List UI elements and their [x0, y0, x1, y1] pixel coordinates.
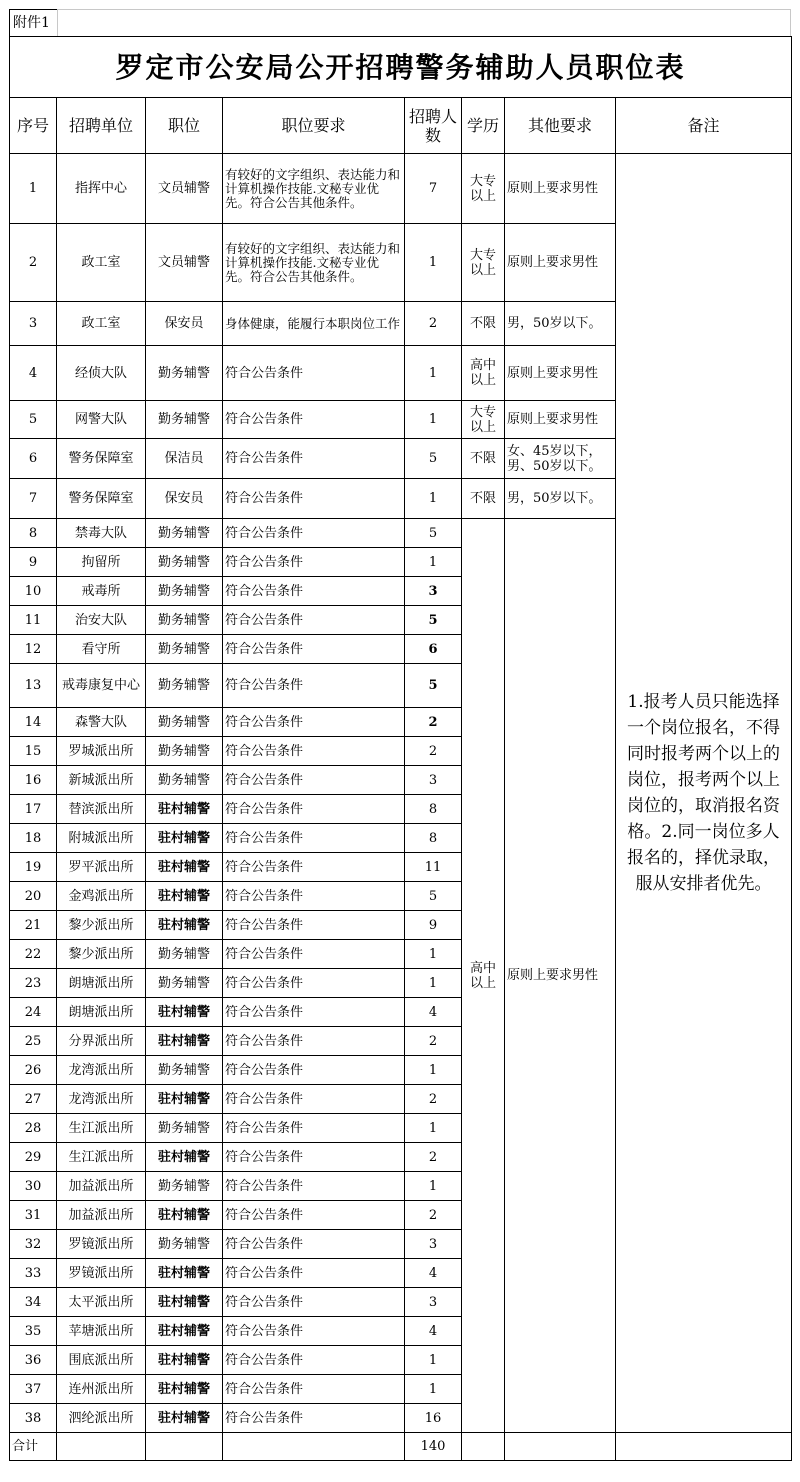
row-requirement: 符合公告条件: [223, 766, 405, 795]
empty-cell: [223, 1433, 405, 1461]
row-count: 1: [405, 224, 462, 302]
row-unit: 黎少派出所: [57, 911, 146, 940]
row-position: 勤务辅警: [146, 664, 223, 708]
row-unit: 警务保障室: [57, 479, 146, 519]
header-unit: 招聘单位: [57, 98, 146, 154]
row-position: 勤务辅警: [146, 606, 223, 635]
row-requirement: 符合公告条件: [223, 1375, 405, 1404]
header-other: 其他要求: [505, 98, 616, 154]
row-other: 原则上要求男性: [505, 224, 616, 302]
empty-cell: [505, 1433, 616, 1461]
row-unit: 政工室: [57, 302, 146, 346]
row-position: 驻村辅警: [146, 1346, 223, 1375]
row-unit: 戒毒所: [57, 577, 146, 606]
row-count: 5: [405, 664, 462, 708]
row-no: 33: [10, 1259, 57, 1288]
row-other: 原则上要求男性: [505, 154, 616, 224]
row-position: 勤务辅警: [146, 940, 223, 969]
row-unit: 苹塘派出所: [57, 1317, 146, 1346]
row-unit: 罗城派出所: [57, 737, 146, 766]
page-title: 罗定市公安局公开招聘警务辅助人员职位表: [10, 37, 792, 98]
row-position: 勤务辅警: [146, 635, 223, 664]
row-count: 5: [405, 439, 462, 479]
row-education: 不限: [462, 479, 505, 519]
header-requirement: 职位要求: [223, 98, 405, 154]
row-education: 大专以上: [462, 401, 505, 439]
row-education: 不限: [462, 439, 505, 479]
attachment-row: [9, 9, 791, 36]
row-requirement: 身体健康，能履行本职岗位工作: [223, 302, 405, 346]
row-no: 26: [10, 1056, 57, 1085]
row-count: 2: [405, 737, 462, 766]
row-count: 2: [405, 1143, 462, 1172]
header-row: [10, 98, 792, 154]
row-no: 3: [10, 302, 57, 346]
row-count: 11: [405, 853, 462, 882]
position-table: [9, 36, 792, 1461]
row-count: 5: [405, 882, 462, 911]
row-no: 19: [10, 853, 57, 882]
row-no: 7: [10, 479, 57, 519]
row-other: 男，50岁以下。: [505, 479, 616, 519]
row-count: 1: [405, 1114, 462, 1143]
row-unit: 政工室: [57, 224, 146, 302]
row-no: 2: [10, 224, 57, 302]
total-count: 140: [405, 1433, 462, 1461]
row-no: 15: [10, 737, 57, 766]
row-requirement: 符合公告条件: [223, 853, 405, 882]
row-requirement: 符合公告条件: [223, 577, 405, 606]
row-no: 8: [10, 519, 57, 548]
row-count: 4: [405, 1317, 462, 1346]
row-education: 大专以上: [462, 224, 505, 302]
total-label: 合计: [10, 1433, 57, 1461]
row-position: 勤务辅警: [146, 346, 223, 401]
header-education: 学历: [462, 98, 505, 154]
row-position: 驻村辅警: [146, 1085, 223, 1114]
row-requirement: 符合公告条件: [223, 940, 405, 969]
row-position: 勤务辅警: [146, 969, 223, 998]
row-requirement: 符合公告条件: [223, 1288, 405, 1317]
row-no: 37: [10, 1375, 57, 1404]
row-count: 4: [405, 998, 462, 1027]
row-unit: 指挥中心: [57, 154, 146, 224]
row-position: 勤务辅警: [146, 548, 223, 577]
row-unit: 分界派出所: [57, 1027, 146, 1056]
row-unit: 加益派出所: [57, 1172, 146, 1201]
row-count: 3: [405, 1288, 462, 1317]
row-count: 4: [405, 1259, 462, 1288]
row-unit: 黎少派出所: [57, 940, 146, 969]
row-no: 13: [10, 664, 57, 708]
empty-cell: [57, 1433, 146, 1461]
row-count: 5: [405, 606, 462, 635]
row-no: 21: [10, 911, 57, 940]
row-unit: 看守所: [57, 635, 146, 664]
total-row: [10, 1433, 792, 1461]
row-requirement: 符合公告条件: [223, 1259, 405, 1288]
row-unit: 生江派出所: [57, 1114, 146, 1143]
row-unit: 龙湾派出所: [57, 1085, 146, 1114]
row-unit: 新城派出所: [57, 766, 146, 795]
row-education: 高中以上: [462, 346, 505, 401]
row-no: 5: [10, 401, 57, 439]
row-position: 驻村辅警: [146, 824, 223, 853]
row-unit: 生江派出所: [57, 1143, 146, 1172]
row-requirement: 符合公告条件: [223, 519, 405, 548]
row-position: 勤务辅警: [146, 519, 223, 548]
row-requirement: 符合公告条件: [223, 346, 405, 401]
row-other: 男，50岁以下。: [505, 302, 616, 346]
row-unit: 泗纶派出所: [57, 1404, 146, 1433]
row-count: 1: [405, 1172, 462, 1201]
empty-cell: [616, 1433, 792, 1461]
row-no: 20: [10, 882, 57, 911]
row-position: 勤务辅警: [146, 577, 223, 606]
row-position: 勤务辅警: [146, 737, 223, 766]
row-requirement: 符合公告条件: [223, 1056, 405, 1085]
merged-other: 原则上要求男性: [505, 519, 616, 1433]
row-position: 驻村辅警: [146, 1317, 223, 1346]
row-count: 2: [405, 1027, 462, 1056]
row-position: 保安员: [146, 479, 223, 519]
row-requirement: 有较好的文字组织、表达能力和计算机操作技能.文秘专业优先。符合公告其他条件。: [223, 224, 405, 302]
row-no: 4: [10, 346, 57, 401]
empty-cell: [462, 1433, 505, 1461]
header-remark: 备注: [616, 98, 792, 154]
row-requirement: 符合公告条件: [223, 1404, 405, 1433]
attachment-label: 附件1: [9, 9, 57, 36]
row-other: 女、45岁以下，男、50岁以下。: [505, 439, 616, 479]
row-position: 保安员: [146, 302, 223, 346]
row-count: 1: [405, 479, 462, 519]
row-position: 驻村辅警: [146, 1143, 223, 1172]
table-row: [10, 154, 792, 224]
row-position: 驻村辅警: [146, 1027, 223, 1056]
row-no: 36: [10, 1346, 57, 1375]
row-position: 驻村辅警: [146, 795, 223, 824]
row-unit: 罗镜派出所: [57, 1259, 146, 1288]
row-unit: 附城派出所: [57, 824, 146, 853]
row-count: 2: [405, 1085, 462, 1114]
row-no: 27: [10, 1085, 57, 1114]
row-requirement: 符合公告条件: [223, 911, 405, 940]
row-requirement: 符合公告条件: [223, 1201, 405, 1230]
row-requirement: 符合公告条件: [223, 1172, 405, 1201]
row-requirement: 符合公告条件: [223, 1143, 405, 1172]
row-count: 1: [405, 1346, 462, 1375]
row-no: 28: [10, 1114, 57, 1143]
header-count: 招聘人数: [405, 98, 462, 154]
row-no: 1: [10, 154, 57, 224]
row-count: 8: [405, 824, 462, 853]
row-position: 驻村辅警: [146, 911, 223, 940]
row-requirement: 符合公告条件: [223, 635, 405, 664]
row-no: 30: [10, 1172, 57, 1201]
row-count: 8: [405, 795, 462, 824]
row-unit: 网警大队: [57, 401, 146, 439]
row-no: 31: [10, 1201, 57, 1230]
row-position: 保洁员: [146, 439, 223, 479]
row-requirement: 符合公告条件: [223, 401, 405, 439]
row-requirement: 有较好的文字组织、表达能力和计算机操作技能.文秘专业优先。符合公告其他条件。: [223, 154, 405, 224]
row-no: 16: [10, 766, 57, 795]
row-no: 38: [10, 1404, 57, 1433]
spreadsheet-page: [0, 9, 800, 1482]
row-requirement: 符合公告条件: [223, 998, 405, 1027]
row-unit: 围底派出所: [57, 1346, 146, 1375]
empty-cell: [146, 1433, 223, 1461]
row-count: 2: [405, 708, 462, 737]
row-position: 文员辅警: [146, 154, 223, 224]
row-requirement: 符合公告条件: [223, 795, 405, 824]
row-position: 勤务辅警: [146, 401, 223, 439]
row-requirement: 符合公告条件: [223, 664, 405, 708]
row-unit: 替滨派出所: [57, 795, 146, 824]
row-unit: 朗塘派出所: [57, 969, 146, 998]
row-count: 1: [405, 940, 462, 969]
row-no: 10: [10, 577, 57, 606]
row-count: 1: [405, 548, 462, 577]
row-requirement: 符合公告条件: [223, 1317, 405, 1346]
row-unit: 朗塘派出所: [57, 998, 146, 1027]
row-count: 1: [405, 1375, 462, 1404]
row-requirement: 符合公告条件: [223, 882, 405, 911]
row-count: 2: [405, 302, 462, 346]
row-position: 驻村辅警: [146, 1375, 223, 1404]
row-no: 22: [10, 940, 57, 969]
row-requirement: 符合公告条件: [223, 969, 405, 998]
row-no: 18: [10, 824, 57, 853]
row-unit: 治安大队: [57, 606, 146, 635]
remark-note: 1.报考人员只能选择一个岗位报名，不得同时报考两个以上的岗位，报考两个以上岗位的，取消报名资格。2.同一岗位多人报名的，择优录取，服从安排者优先。: [616, 154, 792, 1433]
row-requirement: 符合公告条件: [223, 1230, 405, 1259]
row-position: 勤务辅警: [146, 708, 223, 737]
row-unit: 太平派出所: [57, 1288, 146, 1317]
row-no: 25: [10, 1027, 57, 1056]
row-requirement: 符合公告条件: [223, 708, 405, 737]
row-unit: 龙湾派出所: [57, 1056, 146, 1085]
row-no: 14: [10, 708, 57, 737]
row-position: 驻村辅警: [146, 1288, 223, 1317]
row-no: 11: [10, 606, 57, 635]
attachment-row-empty: [57, 9, 791, 36]
row-unit: 拘留所: [57, 548, 146, 577]
row-count: 2: [405, 1201, 462, 1230]
row-requirement: 符合公告条件: [223, 737, 405, 766]
row-unit: 加益派出所: [57, 1201, 146, 1230]
row-count: 1: [405, 346, 462, 401]
row-count: 5: [405, 519, 462, 548]
row-position: 驻村辅警: [146, 1404, 223, 1433]
row-other: 原则上要求男性: [505, 401, 616, 439]
row-position: 驻村辅警: [146, 882, 223, 911]
row-requirement: 符合公告条件: [223, 548, 405, 577]
row-unit: 禁毒大队: [57, 519, 146, 548]
row-position: 勤务辅警: [146, 1056, 223, 1085]
header-no: 序号: [10, 98, 57, 154]
row-count: 9: [405, 911, 462, 940]
row-position: 勤务辅警: [146, 1114, 223, 1143]
row-no: 17: [10, 795, 57, 824]
row-position: 驻村辅警: [146, 853, 223, 882]
merged-education: 高中以上: [462, 519, 505, 1433]
row-requirement: 符合公告条件: [223, 1027, 405, 1056]
row-no: 24: [10, 998, 57, 1027]
row-count: 16: [405, 1404, 462, 1433]
row-position: 勤务辅警: [146, 1230, 223, 1259]
row-count: 3: [405, 577, 462, 606]
row-unit: 连州派出所: [57, 1375, 146, 1404]
row-unit: 罗平派出所: [57, 853, 146, 882]
row-unit: 经侦大队: [57, 346, 146, 401]
row-no: 35: [10, 1317, 57, 1346]
row-requirement: 符合公告条件: [223, 479, 405, 519]
row-education: 大专以上: [462, 154, 505, 224]
row-unit: 警务保障室: [57, 439, 146, 479]
row-education: 不限: [462, 302, 505, 346]
row-position: 勤务辅警: [146, 766, 223, 795]
row-count: 1: [405, 401, 462, 439]
row-no: 9: [10, 548, 57, 577]
row-no: 29: [10, 1143, 57, 1172]
row-requirement: 符合公告条件: [223, 606, 405, 635]
row-position: 文员辅警: [146, 224, 223, 302]
row-requirement: 符合公告条件: [223, 1085, 405, 1114]
row-no: 32: [10, 1230, 57, 1259]
row-position: 勤务辅警: [146, 1172, 223, 1201]
row-no: 34: [10, 1288, 57, 1317]
header-position: 职位: [146, 98, 223, 154]
row-count: 1: [405, 969, 462, 998]
row-count: 6: [405, 635, 462, 664]
row-count: 7: [405, 154, 462, 224]
row-no: 6: [10, 439, 57, 479]
row-requirement: 符合公告条件: [223, 824, 405, 853]
row-requirement: 符合公告条件: [223, 439, 405, 479]
row-unit: 罗镜派出所: [57, 1230, 146, 1259]
row-position: 驻村辅警: [146, 1259, 223, 1288]
row-unit: 戒毒康复中心: [57, 664, 146, 708]
row-no: 12: [10, 635, 57, 664]
row-count: 3: [405, 766, 462, 795]
row-position: 驻村辅警: [146, 1201, 223, 1230]
row-requirement: 符合公告条件: [223, 1114, 405, 1143]
row-unit: 森警大队: [57, 708, 146, 737]
row-no: 23: [10, 969, 57, 998]
row-other: 原则上要求男性: [505, 346, 616, 401]
row-count: 1: [405, 1056, 462, 1085]
row-position: 驻村辅警: [146, 998, 223, 1027]
row-unit: 金鸡派出所: [57, 882, 146, 911]
row-requirement: 符合公告条件: [223, 1346, 405, 1375]
row-count: 3: [405, 1230, 462, 1259]
